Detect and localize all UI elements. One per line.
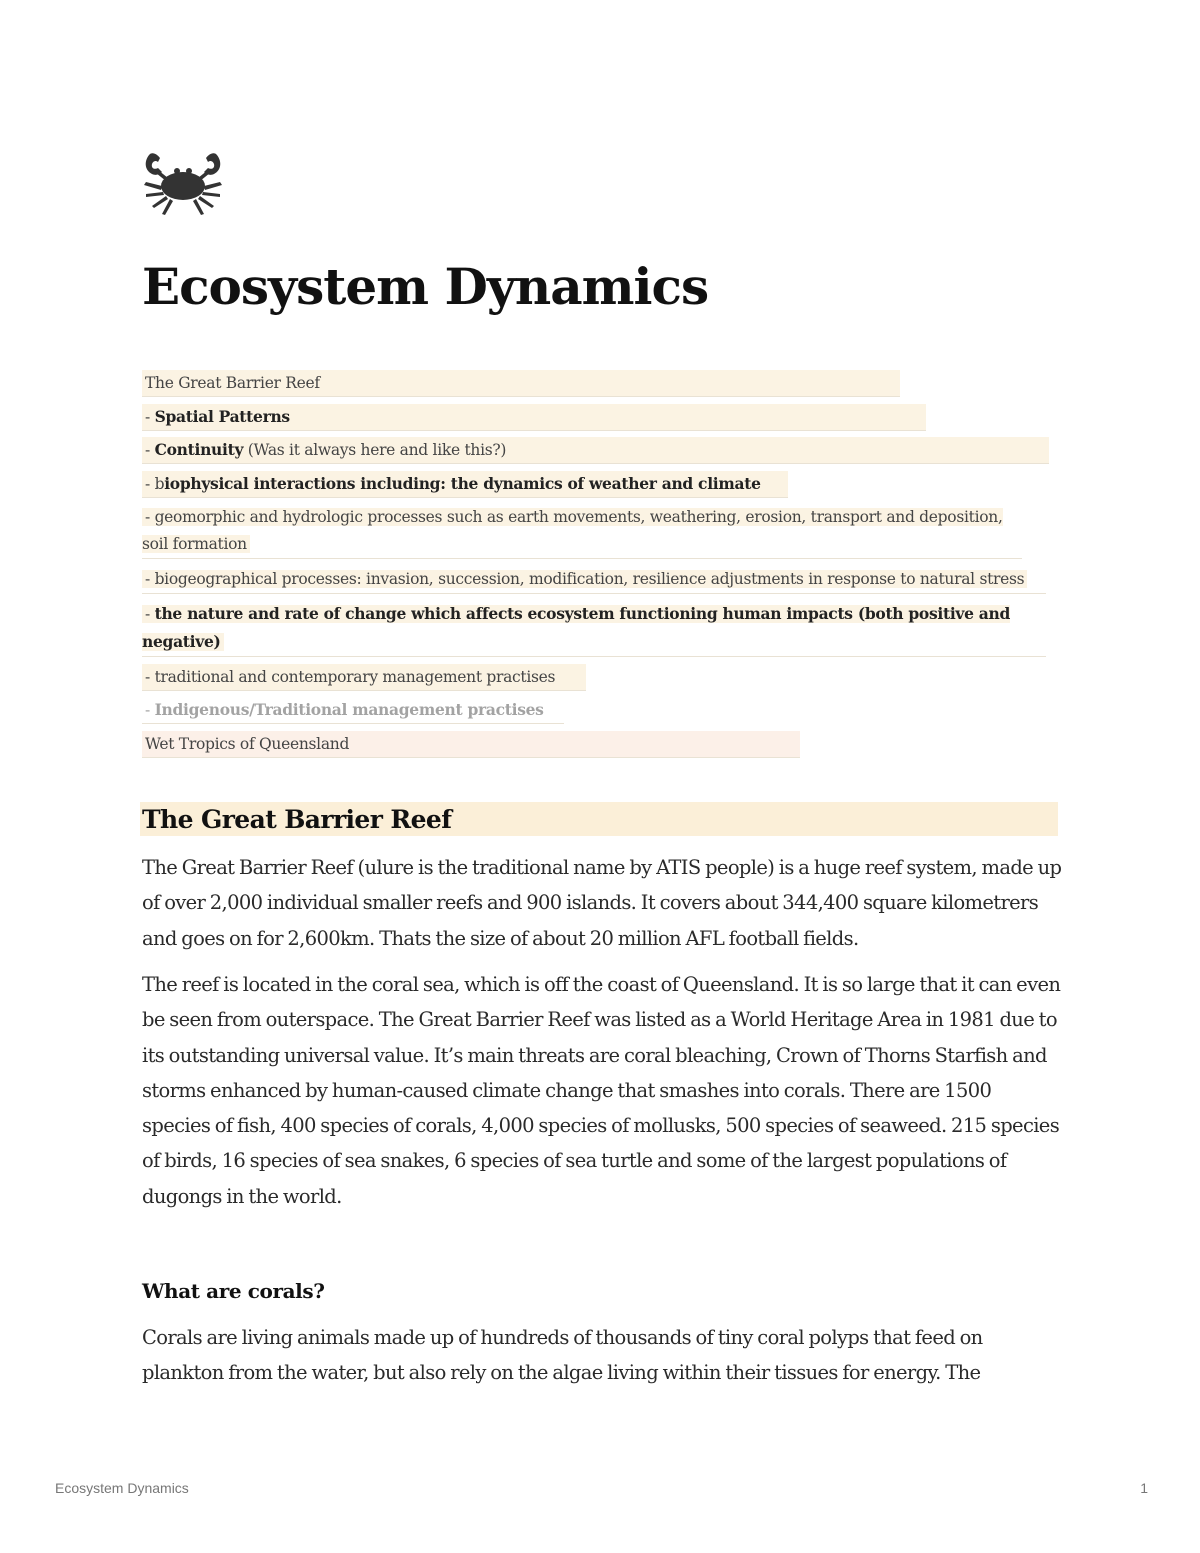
toc-link-biophysical-interactions[interactable] (142, 471, 788, 498)
toc-link-bold: Spatial Patterns (154, 406, 290, 426)
toc-link-bold: Continuity (154, 440, 244, 459)
toc-link-traditional-management[interactable] (142, 664, 586, 691)
toc-link-prefix: - (145, 407, 155, 426)
toc-link-geomorphic-processes[interactable] (142, 504, 1022, 559)
table-of-contents (142, 370, 1062, 764)
paragraph: Corals are living animals made up of hundreds of thousands of tiny coral polyps that feed on plankton from the water, but also rely on the algae living within their tissues for energy. The (142, 1326, 983, 1385)
subheading: What are corals? (142, 1279, 325, 1303)
toc-link-bold: the nature and rate of change which affects ecosystem functioning human impacts (both positive and negative) (142, 604, 1011, 651)
toc-link-indigenous-management[interactable] (142, 697, 564, 724)
toc-link-prefix: - b (145, 474, 165, 493)
footer-title: Ecosystem Dynamics (55, 1480, 189, 1496)
paragraph: The Great Barrier Reef (ulure is the traditional name by ATIS people) is a huge reef system, made up of over 2,000 individual smaller reefs and 900 islands. It covers about 344,400 square kilometrers and goes on for 2,600km. Thats the size of about 20 million AFL football fields. (142, 856, 1062, 950)
toc-link-bold: Indigenous/Traditional management practises (154, 700, 544, 719)
toc-link-spatial-patterns[interactable] (142, 404, 926, 431)
toc-link-prefix: - (145, 605, 155, 623)
toc-link-prefix: - (145, 701, 155, 719)
paragraph: The reef is located in the coral sea, which is off the coast of Queensland. It is so large that it can even be seen from outerspace. The Great Barrier Reef was listed as a World Heritage Area in 1981 due to its outstanding universal value. It’s main threats are coral bleaching, Crown of Thorns Starfish and storms enhanced by human-caused climate change that smashes into corals. There are 1500 species of fish, 400 species of corals, 4,000 species of mollusks, 500 species of seaweed. 215 species of birds, 16 species of sea snakes, 6 species of sea turtle and some of the largest populations of dugongs in the world. (142, 973, 1061, 1208)
toc-link-prefix: - (145, 441, 155, 459)
toc-link-text: Wet Tropics of Queensland (145, 734, 350, 753)
toc-link-continuity[interactable] (142, 437, 1049, 464)
toc-link-wet-tropics[interactable] (142, 731, 800, 758)
toc-link-biogeographical-processes[interactable] (142, 566, 1046, 594)
toc-link-text: - biogeographical processes: invasion, succession, modification, resilience adjustments in response to natural stress (142, 570, 1027, 588)
toc-link-text: - geomorphic and hydrologic processes such as earth movements, weathering, erosion, transport and deposition, soil formation (142, 508, 1003, 553)
toc-link-text: (Was it always here and like this?) (243, 441, 507, 459)
toc-link-text: - traditional and contemporary management practises (145, 667, 556, 686)
page-number: 1 (1140, 1480, 1148, 1496)
page-title: Ecosystem Dynamics (142, 257, 709, 316)
crab-icon (140, 146, 228, 218)
toc-link-great-barrier-reef[interactable] (142, 370, 900, 397)
toc-link-text: The Great Barrier Reef (145, 374, 320, 392)
toc-link-bold: iophysical interactions including: the dynamics of weather and climate (164, 473, 761, 493)
section-heading: The Great Barrier Reef (140, 802, 1058, 836)
toc-link-nature-rate-of-change[interactable] (142, 600, 1046, 657)
